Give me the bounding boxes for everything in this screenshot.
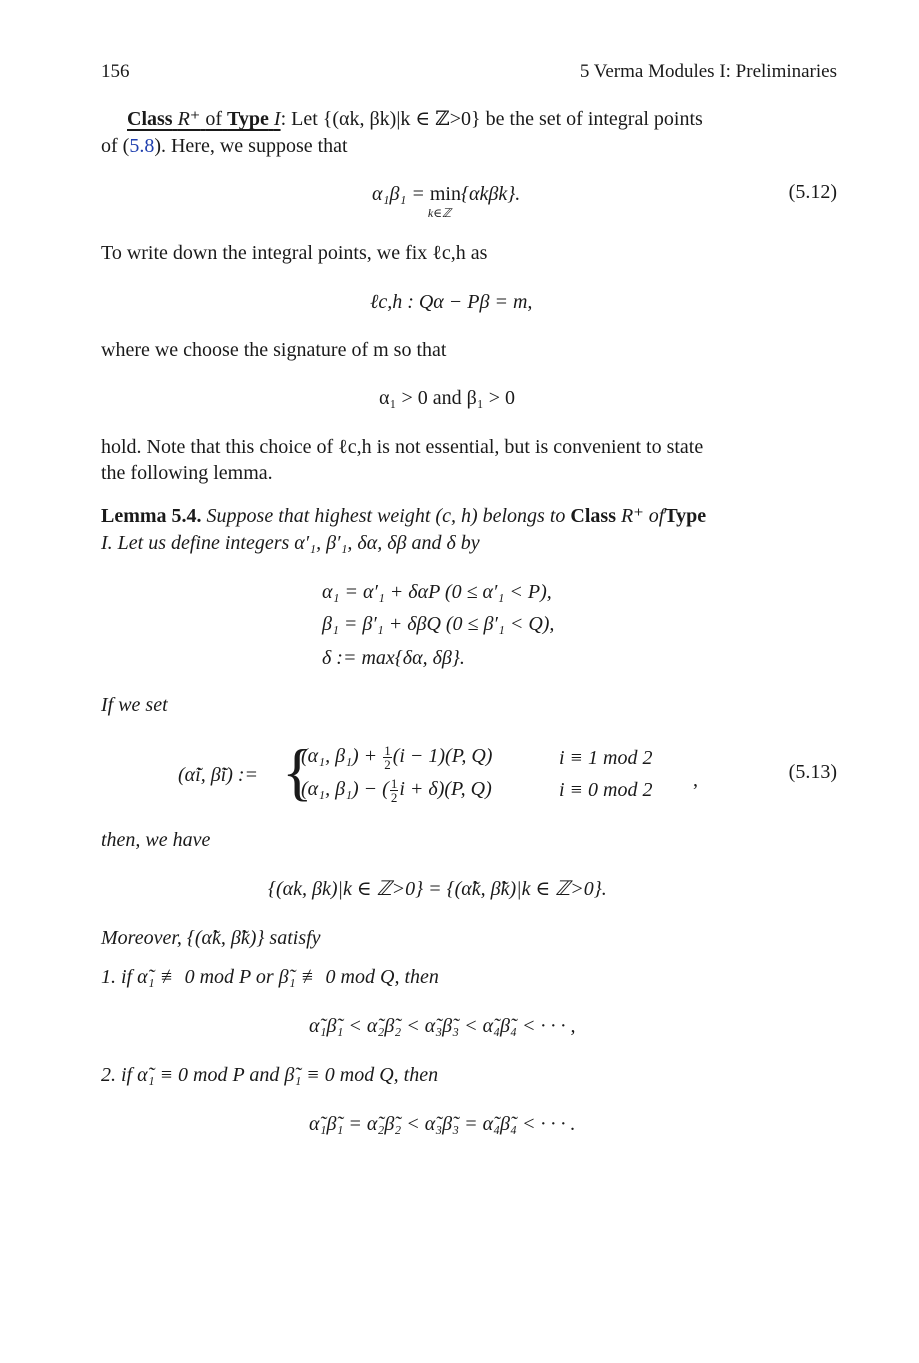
lemma-title: Lemma 5.4. (101, 505, 202, 527)
lemma-if-we-set: If we set (101, 694, 168, 716)
equation-5-13-comma: , (693, 769, 698, 791)
equation-number-5-13: (5.13) (788, 761, 837, 783)
lemma-def-delta: δ := max{δα, δβ}. (322, 647, 465, 669)
equation-5-12: α₁β₁ = min k∈ℤ {αkβk}. (372, 181, 520, 207)
lemma-then-we-have: then, we have (101, 829, 211, 851)
equation-5-13-case-even: (α₁, β₁) − ( $\frac{1}{2}$ i + δ)(P, Q) (301, 775, 492, 805)
lemma-def-alpha: α₁ = α′₁ + δαP (0 ≤ α′₁ < P), (322, 581, 552, 603)
equation-positivity: α₁ > 0 and β₁ > 0 (379, 387, 516, 409)
cases-brace: { (282, 736, 313, 807)
lemma-item-1: 1. if α̃₁ ≢ 0 mod P or β̃₁ ≢ 0 mod Q, then (101, 966, 439, 988)
running-title: 5 Verma Modules I: Preliminaries (579, 61, 837, 82)
page-number: 156 (101, 61, 130, 82)
equation-5-13-case-odd: (α₁, β₁) + $\frac{1}{2}$ (i − 1)(P, Q) (301, 742, 493, 772)
equation-l-ch: ℓc,h : Qα − Pβ = m, (370, 291, 533, 313)
lemma-moreover: Moreover, {(α̃k, β̃k)} satisfy (101, 927, 321, 949)
paragraph-fix-line: To write down the integral points, we fix ℓc,h as (101, 242, 488, 264)
intro-line-1: Class R⁺ of Type I: Let {(αk, βk)|k ∈ ℤ>0} be the set of integral points (127, 108, 703, 130)
paragraph-note-line-1: hold. Note that this choice of ℓc,h is not essential, but is convenient to state (101, 436, 704, 458)
lemma-item-2-equation: α̃₁β̃₁ = α̃₂β̃₂ < α̃₃β̃₃ = α̃₄β̃₄ < · · · . (309, 1113, 576, 1135)
equation-ref-5-8[interactable]: 5.8 (129, 135, 155, 157)
equation-5-13-cond-even: i ≡ 0 mod 2 (559, 779, 653, 801)
lemma-item-2: 2. if α̃₁ ≡ 0 mod P and β̃₁ ≡ 0 mod Q, then (101, 1064, 439, 1086)
equation-5-13-lhs: (α̃i, β̃i) := (178, 764, 259, 786)
paragraph-signature: where we choose the signature of m so that (101, 339, 447, 361)
fraction-half: $\frac{1}{2}$ (384, 742, 391, 772)
equation-set-equality: {(αk, βk)|k ∈ ℤ>0} = {(α̃k, β̃k)|k ∈ ℤ>0}. (268, 878, 607, 900)
paragraph-note-line-2: the following lemma. (101, 462, 273, 484)
equation-5-13-cond-odd: i ≡ 1 mod 2 (559, 747, 653, 769)
lemma-statement-line-1: Lemma 5.4. Suppose that highest weight (c, h) belongs to Class R⁺ ofType (101, 505, 707, 527)
min-subscript: k∈ℤ (427, 206, 452, 220)
lemma-statement-line-2: I. Let us define integers α′₁, β′₁, δα, δβ and δ by (101, 532, 480, 554)
equation-number-5-12: (5.12) (788, 181, 837, 203)
fraction-half: $\frac{1}{2}$ (390, 775, 398, 805)
lemma-item-1-equation: α̃₁β̃₁ < α̃₂β̃₂ < α̃₃β̃₃ < α̃₄β̃₄ < · · · , (309, 1015, 576, 1037)
class-r-type-i-heading: Class R⁺ of Type I (127, 108, 281, 130)
intro-line-2: of (5.8). Here, we suppose that (101, 135, 348, 157)
lemma-def-beta: β₁ = β′₁ + δβQ (0 ≤ β′₁ < Q), (322, 613, 555, 635)
